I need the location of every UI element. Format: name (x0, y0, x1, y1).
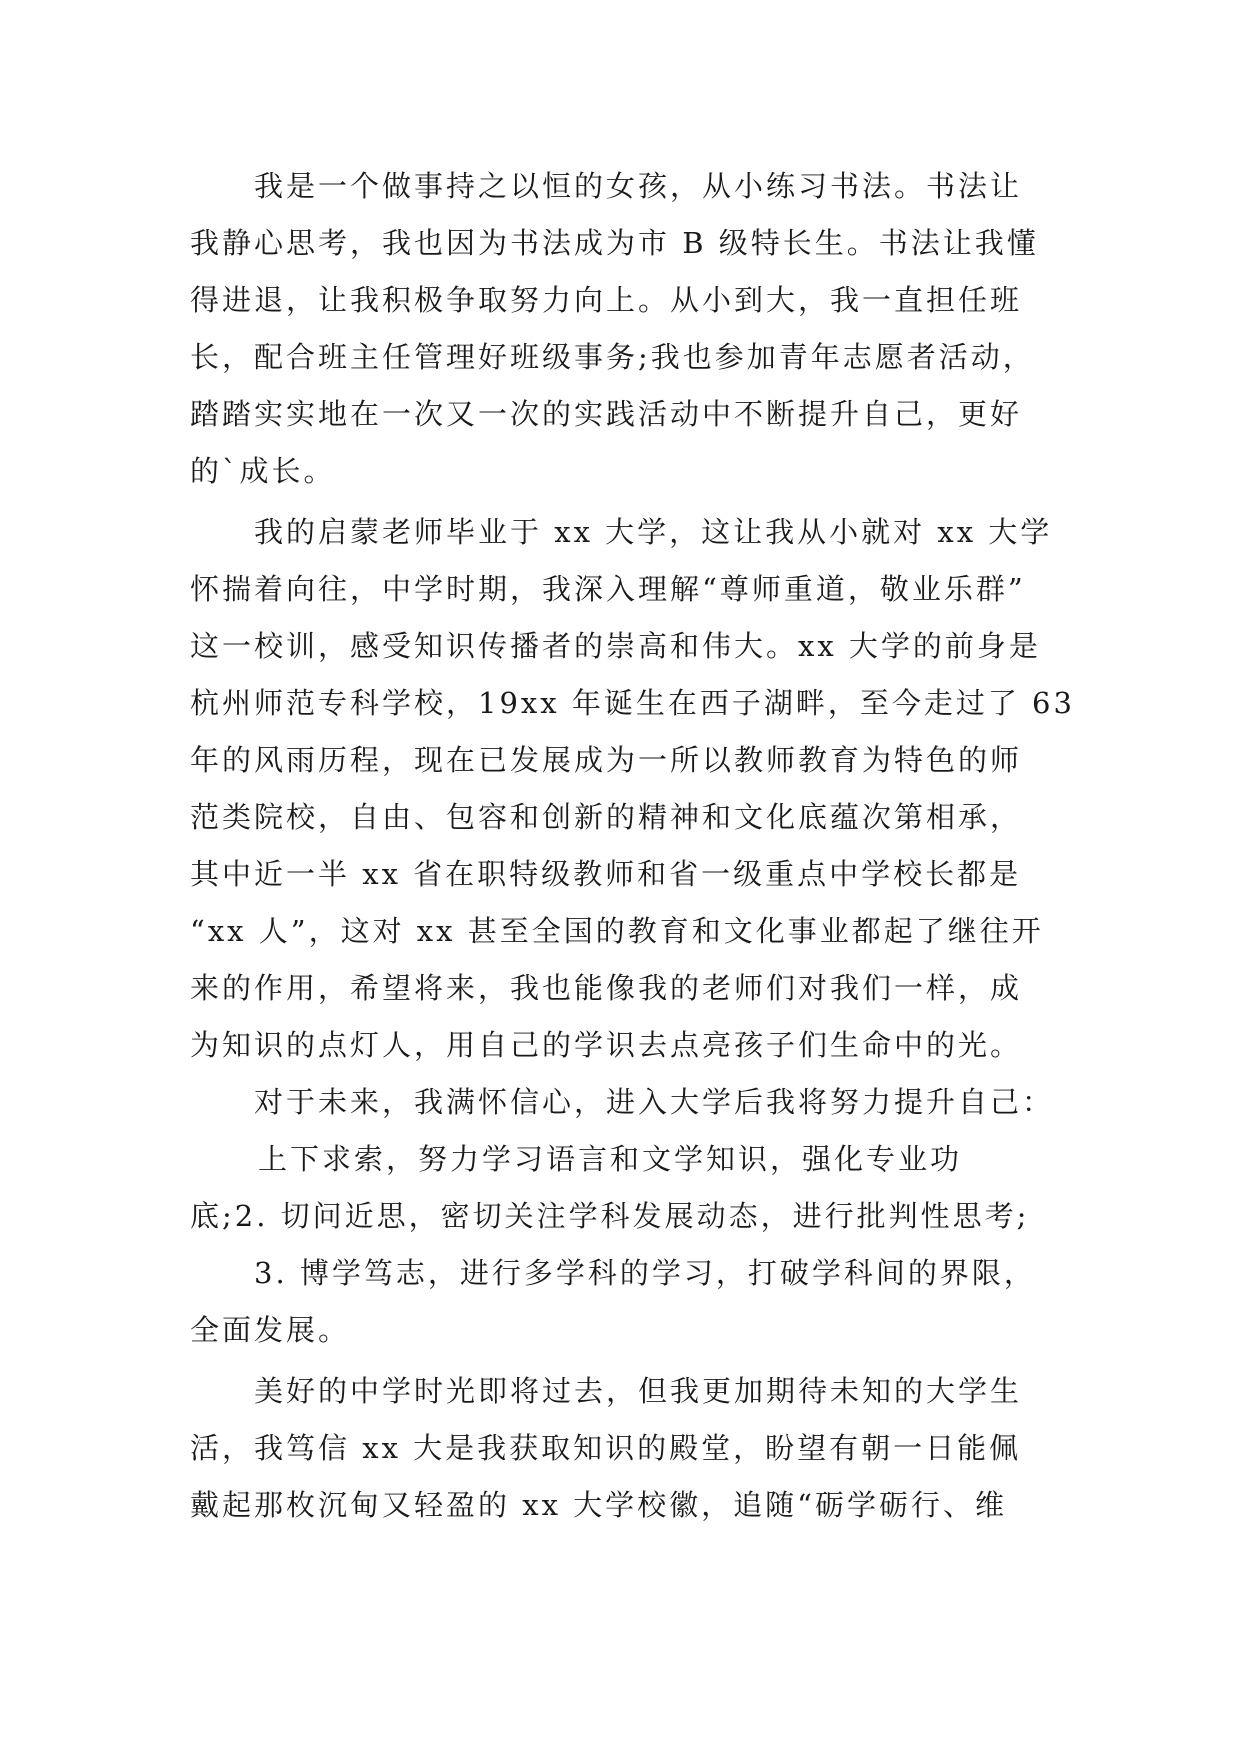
text-line: 3. 博学笃志，进行多学科的学习，打破学科间的界限， (254, 1256, 1036, 1290)
text-line: 这一校训，感受知识传播者的崇高和伟大。xx 大学的前身是 (190, 629, 1041, 663)
text-line: 为知识的点灯人，用自己的学识去点亮孩子们生命中的光。 (190, 1028, 1023, 1062)
text-line: 来的作用，希望将来，我也能像我的老师们对我们一样，成 (190, 971, 1023, 1005)
text-line: 我是一个做事持之以恒的女孩，从小练习书法。书法让 (254, 169, 1023, 203)
text-line: 底;2. 切问近思，密切关注学科发展动态，进行批判性思考; (190, 1199, 1030, 1233)
text-line: 长，配合班主任管理好班级事务;我也参加青年志愿者活动， (190, 340, 1035, 374)
text-line: 范类院校，自由、包容和创新的精神和文化底蕴次第相承， (190, 800, 1023, 834)
text-line: 的`成长。 (190, 454, 336, 488)
text-line: 踏踏实实地在一次又一次的实践活动中不断提升自己，更好 (190, 397, 1023, 431)
text-line: 上下求索，努力学习语言和文学知识，强化专业功 (258, 1142, 963, 1176)
text-line: 美好的中学时光即将过去，但我更加期待未知的大学生 (254, 1374, 1023, 1408)
text-line: 得进退，让我积极争取努力向上。从小到大，我一直担任班 (190, 283, 1023, 317)
text-line: 我静心思考，我也因为书法成为市 B 级特长生。书法让我懂 (190, 226, 1039, 260)
text-line: 全面发展。 (190, 1313, 351, 1347)
document-body (190, 158, 1075, 1534)
text-line: 我的启蒙老师毕业于 xx 大学，这让我从小就对 xx 大学 (254, 515, 1053, 549)
text-line: 其中近一半 xx 省在职特级教师和省一级重点中学校长都是 (190, 857, 1022, 891)
text-line: 年的风雨历程，现在已发展成为一所以教师教育为特色的师 (190, 743, 1023, 777)
text-line: 怀揣着向往，中学时期，我深入理解“尊师重道，敬业乐群” (190, 572, 1026, 606)
text-line: 杭州师范专科学校，19xx 年诞生在西子湖畔，至今走过了 63 (190, 686, 1075, 720)
text-line: 戴起那枚沉甸又轻盈的 xx 大学校徽，追随“砺学砺行、维 (190, 1488, 1007, 1522)
text-line: 活，我笃信 xx 大是我获取知识的殿堂，盼望有朝一日能佩 (190, 1431, 1022, 1465)
text-line: “xx 人”，这对 xx 甚至全国的教育和文化事业都起了继往开 (190, 914, 1044, 948)
text-line: 对于未来，我满怀信心，进入大学后我将努力提升自己： (254, 1085, 1055, 1119)
